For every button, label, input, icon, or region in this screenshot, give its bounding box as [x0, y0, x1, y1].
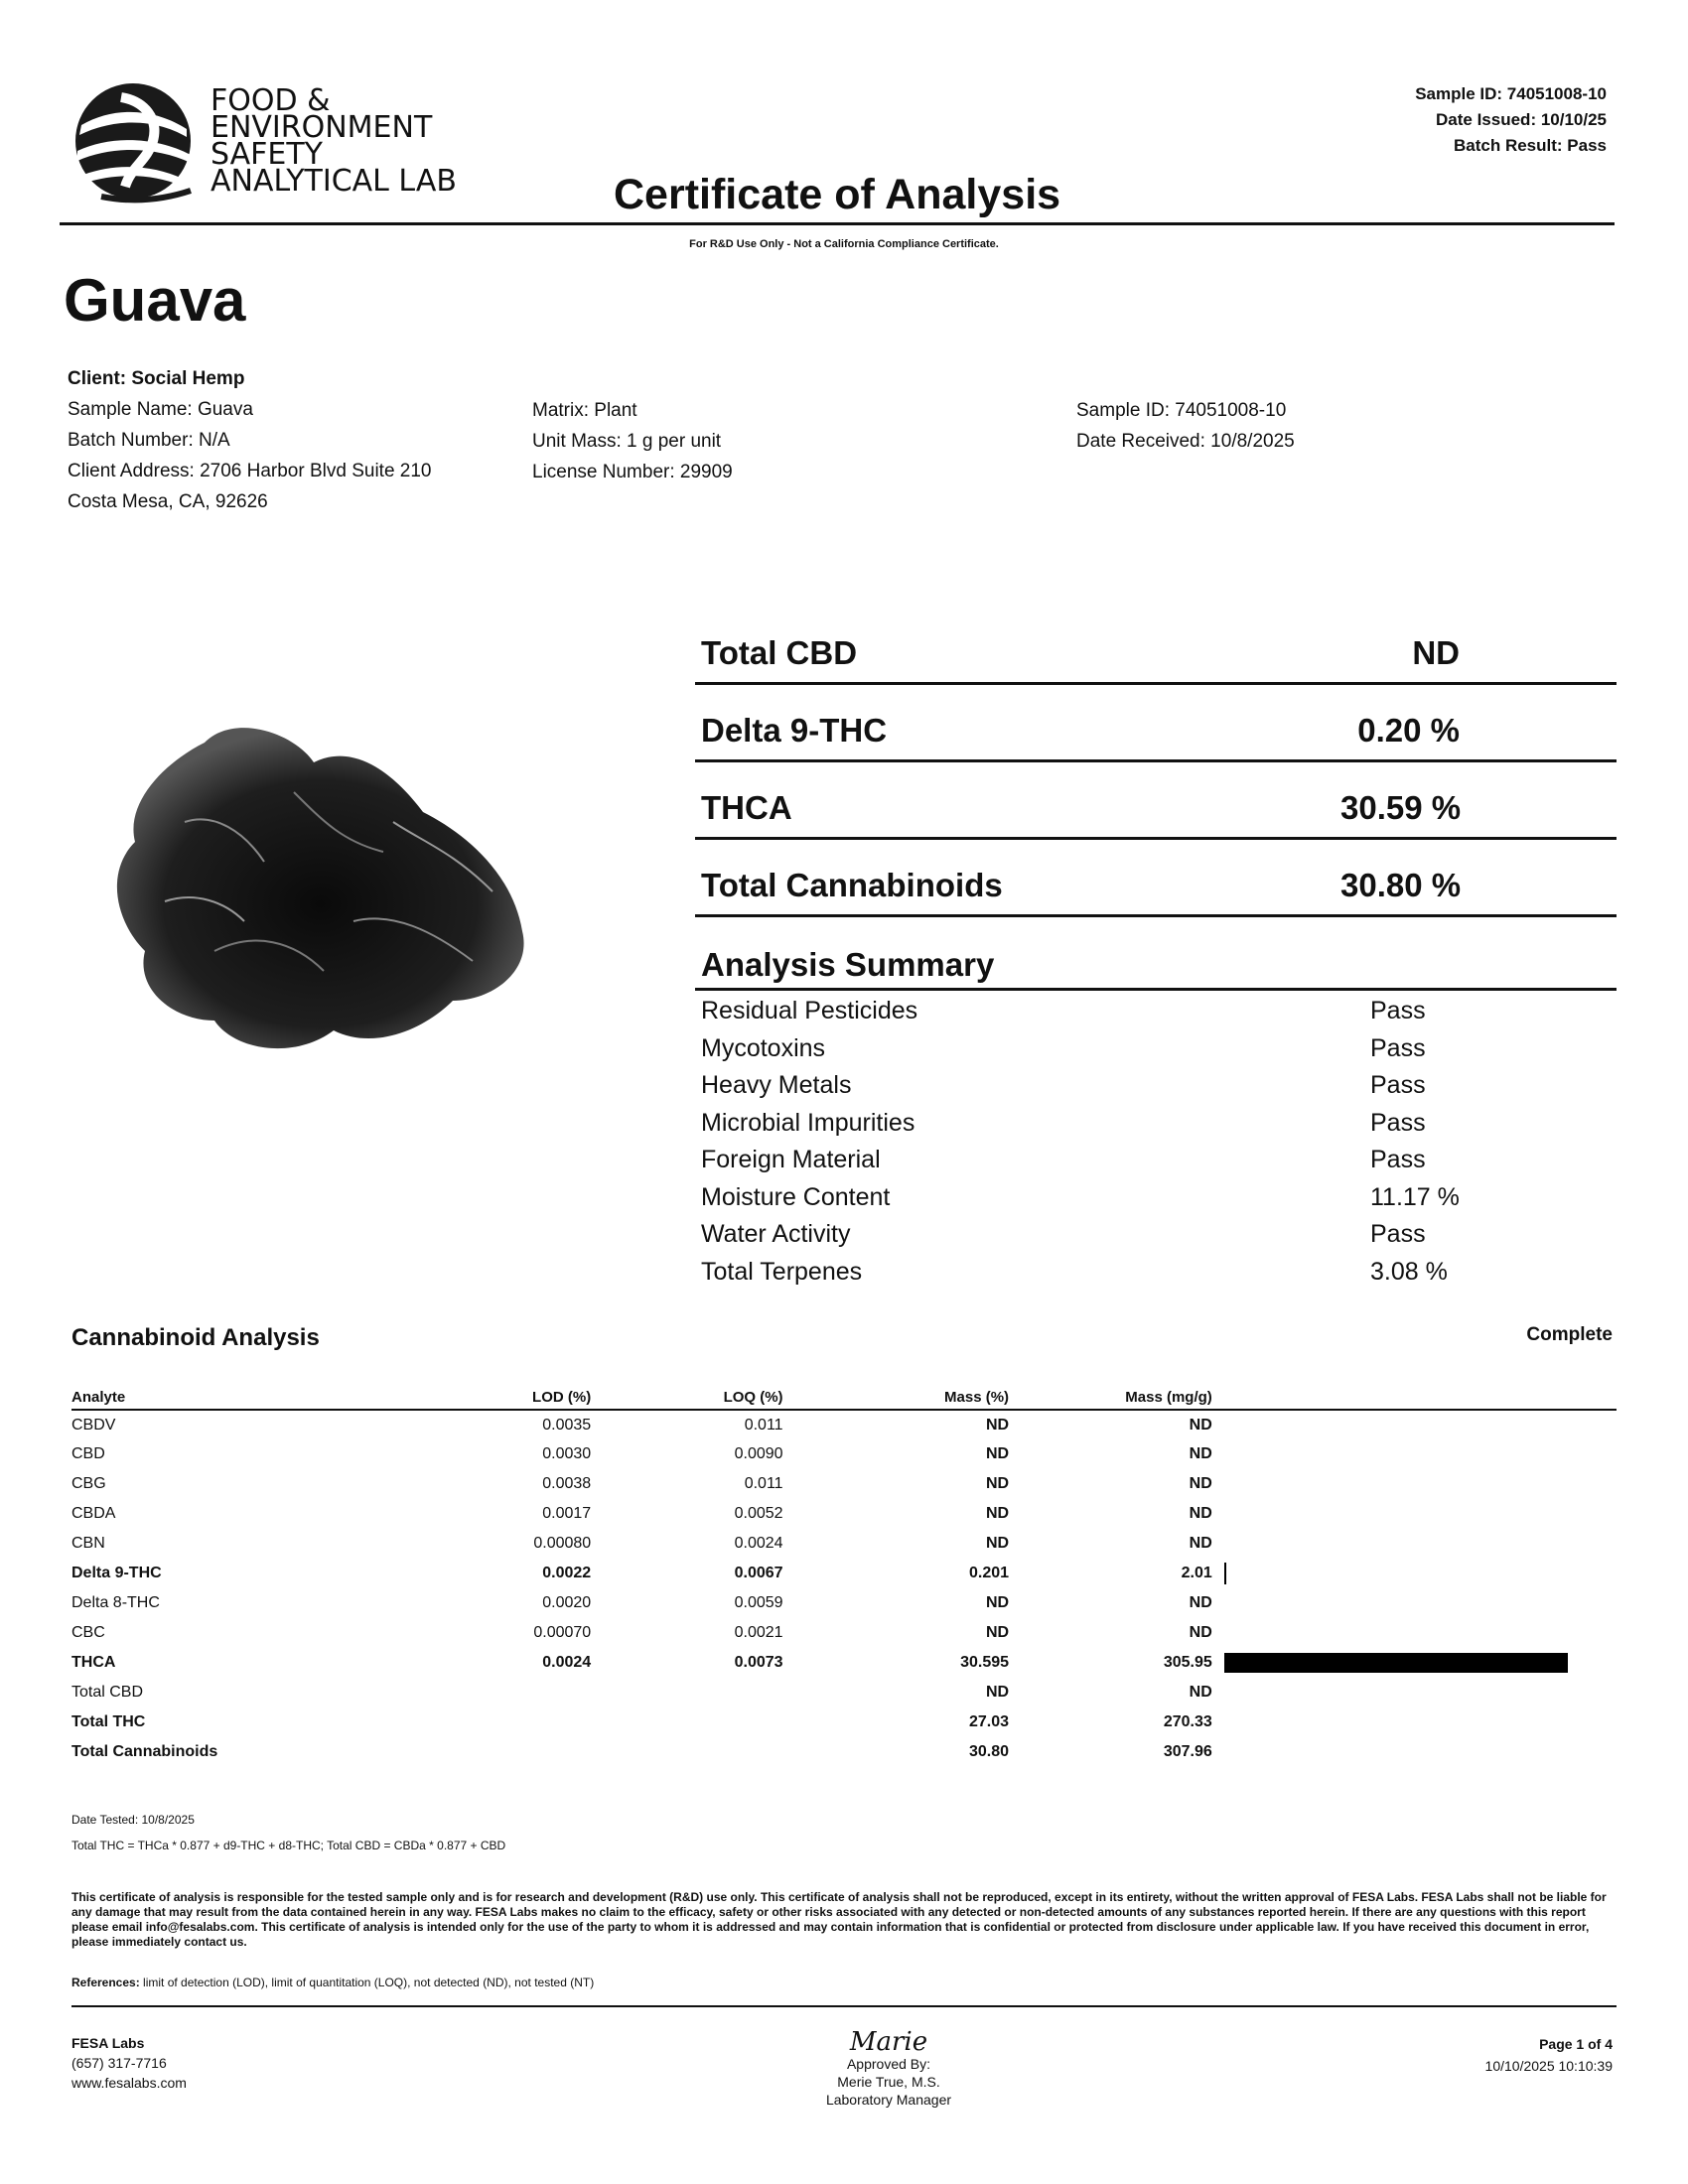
loq-cell: 0.0090 [734, 1445, 783, 1462]
lab-logo-icon [62, 79, 205, 208]
summary-row [695, 1177, 1617, 1215]
table-row [71, 1559, 1617, 1588]
summary-label: Moisture Content [701, 1182, 891, 1211]
analyte-cell: CBDA [71, 1505, 116, 1522]
loq-cell: 0.0052 [734, 1505, 783, 1522]
lod-cell: 0.0038 [542, 1475, 592, 1492]
bar-cell [1212, 1469, 1617, 1499]
footer-divider [71, 2005, 1617, 2007]
bar-cell [1212, 1559, 1617, 1588]
loq-cell: 0.0067 [734, 1565, 783, 1581]
analyte-cell: THCA [71, 1654, 116, 1671]
summary-label: Mycotoxins [701, 1033, 826, 1062]
analyte-cell: CBC [71, 1624, 105, 1641]
col-analyte: Analyte [71, 1386, 410, 1410]
lod-cell [410, 1737, 591, 1767]
page-info [1485, 2033, 1613, 2077]
potency-value: 0.20 % [1357, 712, 1460, 749]
approval-block [0, 2029, 1688, 2109]
matrix: Matrix: Plant [532, 400, 637, 421]
table-row [71, 1618, 1617, 1648]
mass-mg-cell: 305.95 [1163, 1654, 1212, 1671]
mass-pct-cell: ND [985, 1684, 1010, 1701]
client-address: Client Address: 2706 Harbor Blvd Suite 210 [68, 461, 432, 481]
col-mass-mg: Mass (mg/g) [1009, 1386, 1212, 1410]
unit-mass: Unit Mass: 1 g per unit [532, 431, 722, 452]
mass-mg-cell: ND [1189, 1475, 1212, 1492]
lab-website[interactable]: www.fesalabs.com [71, 2075, 187, 2091]
summary-label: Microbial Impurities [701, 1108, 915, 1137]
lod-cell: 0.0035 [542, 1416, 592, 1433]
table-row [71, 1707, 1617, 1737]
analyte-cell: Total Cannabinoids [71, 1743, 218, 1760]
sample-name: Sample Name: Guava [68, 399, 253, 420]
mass-pct-cell: 30.80 [969, 1743, 1010, 1760]
page-number: Page 1 of 4 [1539, 2036, 1613, 2052]
report-timestamp: 10/10/2025 10:10:39 [1484, 2058, 1613, 2074]
mass-bar [1224, 1563, 1226, 1584]
table-row [71, 1529, 1617, 1559]
bar-cell [1212, 1737, 1617, 1767]
mass-pct-cell: ND [985, 1475, 1010, 1492]
total-formula: Total THC = THCa * 0.877 + d9-THC + d8-THC; Total CBD = CBDa * 0.877 + CBD [71, 1839, 506, 1852]
summary-value: Pass [1370, 1033, 1426, 1062]
bar-cell [1212, 1529, 1617, 1559]
col-bar [1212, 1386, 1617, 1410]
table-row [71, 1737, 1617, 1767]
client-info [68, 363, 432, 517]
logo-line: SAFETY [211, 137, 323, 172]
summary-value: 3.08 % [1370, 1257, 1448, 1286]
potency-value: 30.59 % [1340, 789, 1462, 826]
loq-cell: 0.011 [744, 1475, 783, 1492]
summary-label: Residual Pesticides [701, 997, 918, 1024]
references-text: limit of detection (LOD), limit of quantitation (LOQ), not detected (ND), not tested (NT) [139, 1976, 595, 1989]
mass-pct-cell: ND [985, 1624, 1010, 1641]
lod-cell [410, 1678, 591, 1707]
header-sample-id: Sample ID: 74051008-10 [1415, 84, 1607, 103]
col-loq: LOQ (%) [591, 1386, 782, 1410]
table-row [71, 1439, 1617, 1469]
summary-label: Heavy Metals [701, 1071, 852, 1099]
mass-pct-cell: ND [985, 1594, 1010, 1611]
potency-value: 30.80 % [1340, 867, 1462, 903]
summary-row [695, 1214, 1617, 1252]
header-batch-result: Batch Result: Pass [1454, 136, 1607, 155]
logo-line: FOOD & [211, 83, 331, 118]
summary-value: Pass [1370, 1146, 1426, 1173]
lod-cell: 0.0017 [542, 1505, 592, 1522]
bar-cell [1212, 1588, 1617, 1618]
summary-row [695, 1065, 1617, 1103]
mass-pct-cell: 30.595 [960, 1654, 1010, 1671]
analyte-cell: CBD [71, 1445, 105, 1462]
table-header-row [71, 1386, 1617, 1410]
mass-pct-cell: 27.03 [969, 1713, 1010, 1730]
table-row [71, 1678, 1617, 1707]
approver-name: Merie True, M.S. [837, 2074, 940, 2090]
mass-mg-cell: ND [1189, 1684, 1212, 1701]
table-row [71, 1469, 1617, 1499]
summary-value: Pass [1370, 1220, 1426, 1248]
mass-pct-cell: ND [985, 1505, 1010, 1522]
col-lod: LOD (%) [410, 1386, 591, 1410]
lod-cell: 0.00080 [533, 1535, 592, 1552]
lod-cell [410, 1707, 591, 1737]
mass-bar [1224, 1653, 1568, 1673]
summary-value: Pass [1370, 1108, 1426, 1137]
table-row [71, 1410, 1617, 1439]
sample-id: Sample ID: 74051008-10 [1076, 400, 1287, 421]
logo-line: ENVIRONMENT [211, 110, 433, 145]
mass-mg-cell: ND [1189, 1535, 1212, 1552]
mass-mg-cell: ND [1189, 1624, 1212, 1641]
mass-mg-cell: ND [1189, 1416, 1212, 1433]
potency-row [695, 629, 1617, 685]
col-mass-pct: Mass (%) [783, 1386, 1009, 1410]
loq-cell: 0.0024 [734, 1535, 783, 1552]
summary-label: Water Activity [701, 1220, 851, 1248]
analyte-cell: CBDV [71, 1416, 116, 1433]
signature: Marie [849, 2027, 928, 2057]
cannabinoid-table-body [71, 1410, 1617, 1767]
loq-cell: 0.0073 [734, 1654, 783, 1671]
summary-row [695, 991, 1617, 1028]
cannabinoid-analysis-status: Complete [1526, 1324, 1613, 1345]
mass-mg-cell: ND [1189, 1505, 1212, 1522]
mass-mg-cell: 270.33 [1163, 1713, 1212, 1730]
bar-cell [1212, 1439, 1617, 1469]
analyte-cell: CBN [71, 1535, 105, 1552]
analysis-summary-heading [695, 917, 1617, 991]
potency-row [695, 685, 1617, 762]
mass-pct-cell: ND [985, 1416, 1010, 1433]
summary-value: Pass [1370, 1071, 1426, 1099]
bar-cell [1212, 1410, 1617, 1439]
lod-cell: 0.0020 [542, 1594, 592, 1611]
loq-cell [591, 1678, 782, 1707]
analyte-cell: Total THC [71, 1713, 146, 1730]
client-name: Client: Social Hemp [68, 368, 245, 389]
summary-row [695, 1028, 1617, 1066]
document-title: Certificate of Analysis [614, 171, 1061, 218]
date-tested: Date Tested: 10/8/2025 [71, 1813, 195, 1827]
cannabinoid-analysis-title: Cannabinoid Analysis [71, 1324, 320, 1351]
mass-mg-cell: ND [1189, 1594, 1212, 1611]
client-city: Costa Mesa, CA, 92626 [68, 491, 268, 512]
potency-label: Total Cannabinoids [701, 867, 1003, 903]
header-date-issued: Date Issued: 10/10/25 [1436, 110, 1607, 129]
analyte-cell: Delta 8-THC [71, 1594, 160, 1611]
product-photo [95, 703, 542, 1080]
summary-row [695, 1103, 1617, 1141]
mass-mg-cell: 2.01 [1181, 1565, 1212, 1581]
summary-label: Total Terpenes [701, 1257, 863, 1286]
bar-cell [1212, 1678, 1617, 1707]
potency-label: Total CBD [701, 634, 858, 671]
lab-logo-text [211, 83, 457, 199]
mass-pct-cell: ND [985, 1535, 1010, 1552]
references [71, 1976, 594, 1989]
table-row [71, 1588, 1617, 1618]
approved-by-label: Approved By: [846, 2056, 931, 2072]
mass-pct-cell: ND [985, 1445, 1010, 1462]
potency-label: THCA [701, 789, 792, 826]
potency-row [695, 762, 1617, 840]
table-row [71, 1499, 1617, 1529]
potency-summary [695, 629, 1617, 1289]
header-divider [60, 222, 1615, 225]
batch-number: Batch Number: N/A [68, 430, 230, 451]
bar-cell [1212, 1499, 1617, 1529]
approver-title: Laboratory Manager [825, 2092, 952, 2108]
loq-cell: 0.0059 [734, 1594, 783, 1611]
potency-row [695, 840, 1617, 917]
potency-label: Delta 9-THC [701, 712, 888, 749]
summary-label: Foreign Material [701, 1146, 881, 1173]
loq-cell: 0.011 [744, 1416, 783, 1433]
summary-row [695, 1140, 1617, 1177]
mass-pct-cell: 0.201 [969, 1565, 1010, 1581]
analysis-summary-list [695, 991, 1617, 1289]
license-number: License Number: 29909 [532, 462, 733, 482]
loq-cell [591, 1707, 782, 1737]
rd-use-note: For R&D Use Only - Not a California Compliance Certificate. [689, 238, 999, 250]
bar-cell [1212, 1618, 1617, 1648]
analyte-cell: Total CBD [71, 1684, 144, 1701]
cannabinoid-table [71, 1386, 1617, 1767]
mass-mg-cell: ND [1189, 1445, 1212, 1462]
sample-id-info [1076, 395, 1295, 457]
product-name: Guava [64, 267, 246, 334]
lod-cell: 0.0030 [542, 1445, 592, 1462]
sample-matrix-info [532, 395, 733, 487]
disclaimer: This certificate of analysis is responsible for the tested sample only and is for research and development (R&D) use only. This certificate of analysis shall not be reproduced, except in its entirety, without the written approval of FESA Labs. FESA Labs shall not be liable for any damage that may result from the data contained herein in any way. FESA Labs makes no claim to the efficacy, safety or other risks associated with any detected or non-detected amounts of any substances reported herein. If there are any questions with this report please email info@fesalabs.com. This certificate of analysis is intended only for the use of the party to whom it is addressed and may contain information that is confidential or protected from disclosure under applicable law. If you have received this document in error, please immediately contact us. [71, 1890, 1607, 1949]
mass-mg-cell: 307.96 [1163, 1743, 1212, 1760]
loq-cell: 0.0021 [734, 1624, 783, 1641]
date-received: Date Received: 10/8/2025 [1076, 431, 1295, 452]
logo-line: ANALYTICAL LAB [211, 164, 457, 199]
lab-name: FESA Labs [71, 2035, 145, 2051]
lod-cell: 0.0024 [542, 1654, 592, 1671]
lod-cell: 0.00070 [533, 1624, 592, 1641]
analyte-cell: Delta 9-THC [71, 1565, 162, 1581]
loq-cell [591, 1737, 782, 1767]
analysis-summary-title: Analysis Summary [701, 946, 995, 983]
analyte-cell: CBG [71, 1475, 106, 1492]
summary-value: 11.17 % [1370, 1182, 1460, 1211]
bar-cell [1212, 1707, 1617, 1737]
table-row [71, 1648, 1617, 1678]
summary-value: Pass [1370, 997, 1426, 1024]
bar-cell [1212, 1648, 1617, 1678]
header-meta [1415, 81, 1607, 159]
lab-phone: (657) 317-7716 [71, 2055, 167, 2071]
potency-value: ND [1412, 634, 1460, 671]
summary-row [695, 1252, 1617, 1290]
lod-cell: 0.0022 [542, 1565, 592, 1581]
references-label: References: [71, 1976, 140, 1989]
